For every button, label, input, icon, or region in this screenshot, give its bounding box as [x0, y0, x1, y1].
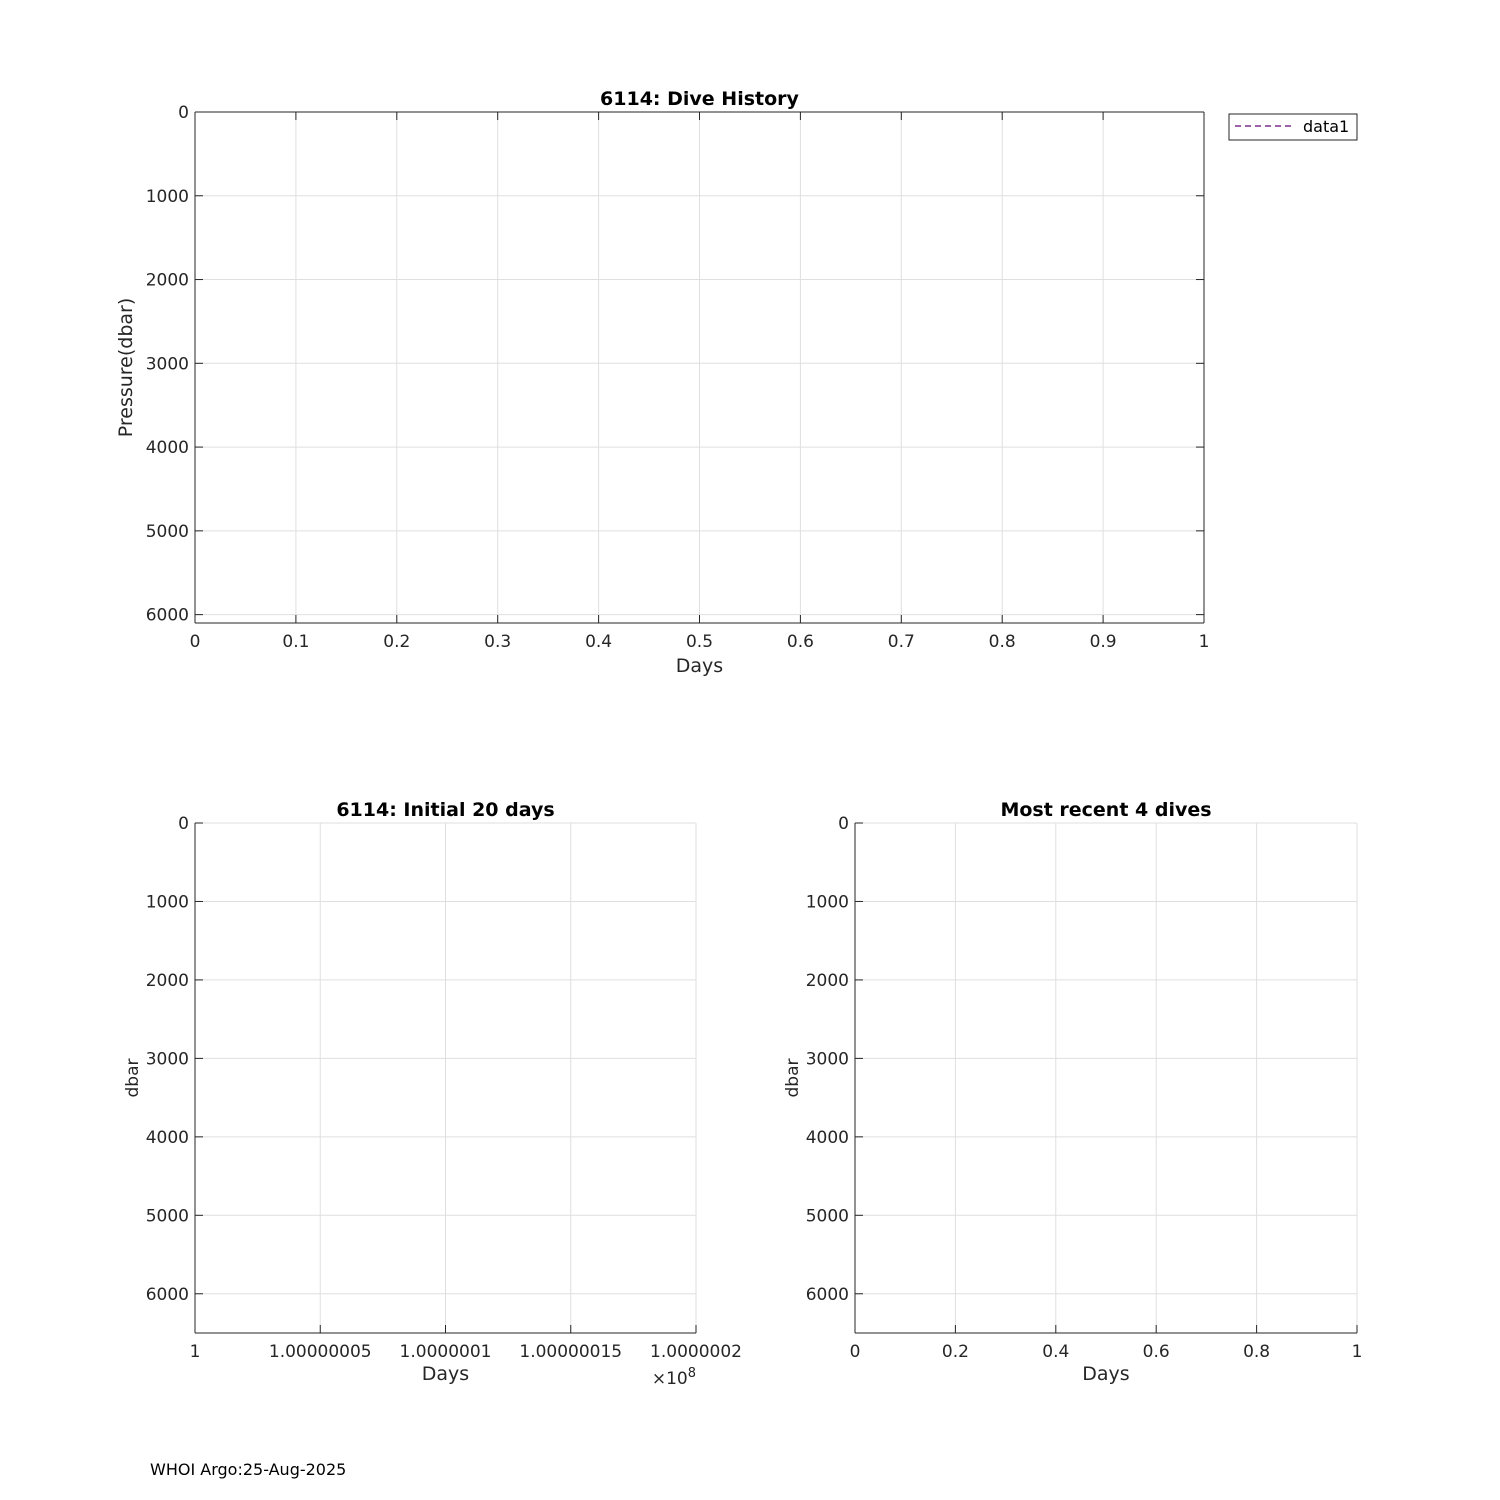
y-axis-label: Pressure(dbar) [115, 297, 137, 438]
y-tick-label: 1000 [145, 186, 189, 207]
y-tick-label: 4000 [805, 1127, 849, 1148]
x-tick-label: 0.3 [484, 632, 512, 652]
x-tick-label: 1.00000015 [519, 1342, 623, 1362]
y-tick-label: 5000 [805, 1206, 849, 1227]
plot-area [855, 823, 1357, 1333]
y-tick-label: 5000 [145, 1206, 189, 1227]
x-tick-label: 0.9 [1089, 632, 1117, 652]
x-tick-label: 1.00000005 [268, 1342, 372, 1362]
y-tick-label: 4000 [145, 1127, 189, 1148]
y-tick-label: 2000 [145, 270, 189, 291]
legend [1229, 114, 1357, 140]
y-tick-label: 2000 [805, 970, 849, 991]
y-tick-label: 3000 [145, 354, 189, 375]
legend-label: data1 [1303, 117, 1350, 136]
y-tick-label: 6000 [145, 1284, 189, 1305]
x-exponent-label: $\times 10^8$ [651, 1366, 696, 1389]
x-tick-label: 0.1 [282, 632, 310, 652]
x-tick-label: 0.4 [585, 632, 613, 652]
x-axis-label: Days [1082, 1363, 1130, 1385]
y-tick-label: 5000 [145, 521, 189, 542]
footer-stamp: WHOI Argo:25-Aug-2025 [150, 1460, 347, 1479]
x-tick-label: 0.6 [1142, 1342, 1170, 1362]
x-tick-label: 0.8 [988, 632, 1016, 652]
y-tick-label: 3000 [805, 1049, 849, 1070]
x-tick-label: 1 [1351, 1342, 1363, 1362]
y-tick-label: 6000 [145, 605, 189, 626]
y-axis-label: dbar [783, 1058, 803, 1098]
chart-panel-3 [783, 799, 1362, 1385]
x-tick-label: 0.2 [941, 1342, 969, 1362]
y-tick-label: 3000 [145, 1049, 189, 1070]
x-tick-label: 0.4 [1042, 1342, 1070, 1362]
x-tick-label: 0.2 [383, 632, 411, 652]
x-tick-label: 0.5 [685, 632, 714, 652]
chart-panel-2 [123, 799, 742, 1389]
x-axis-label: Days [675, 655, 724, 677]
y-tick-label: 0 [178, 103, 189, 123]
chart-panel-1 [115, 88, 1357, 677]
chart-title: 6114: Dive History [600, 88, 799, 110]
y-axis-label: dbar [123, 1058, 143, 1098]
x-tick-label: 0.8 [1243, 1342, 1271, 1362]
y-tick-label: 1000 [805, 892, 849, 913]
x-tick-label: 1.0000002 [650, 1342, 742, 1362]
x-tick-label: 0.6 [786, 632, 814, 652]
x-exponent-power: 8 [687, 1366, 696, 1381]
y-tick-label: 4000 [145, 438, 189, 459]
y-tick-label: 1000 [145, 892, 189, 913]
x-tick-label: 1.0000001 [399, 1342, 492, 1362]
y-tick-label: 6000 [805, 1284, 849, 1305]
x-tick-label: 0 [189, 632, 201, 652]
chart-title: Most recent 4 dives [1000, 799, 1212, 821]
chart-title: 6114: Initial 20 days [336, 799, 555, 821]
y-tick-label: 0 [838, 814, 849, 834]
y-tick-label: 0 [178, 814, 189, 834]
x-tick-label: 0 [849, 1342, 861, 1362]
x-tick-label: 0.7 [887, 632, 915, 652]
x-axis-label: Days [421, 1363, 470, 1385]
x-tick-label: 1 [189, 1342, 201, 1362]
x-tick-label: 1 [1198, 632, 1210, 652]
y-tick-label: 2000 [145, 970, 189, 991]
